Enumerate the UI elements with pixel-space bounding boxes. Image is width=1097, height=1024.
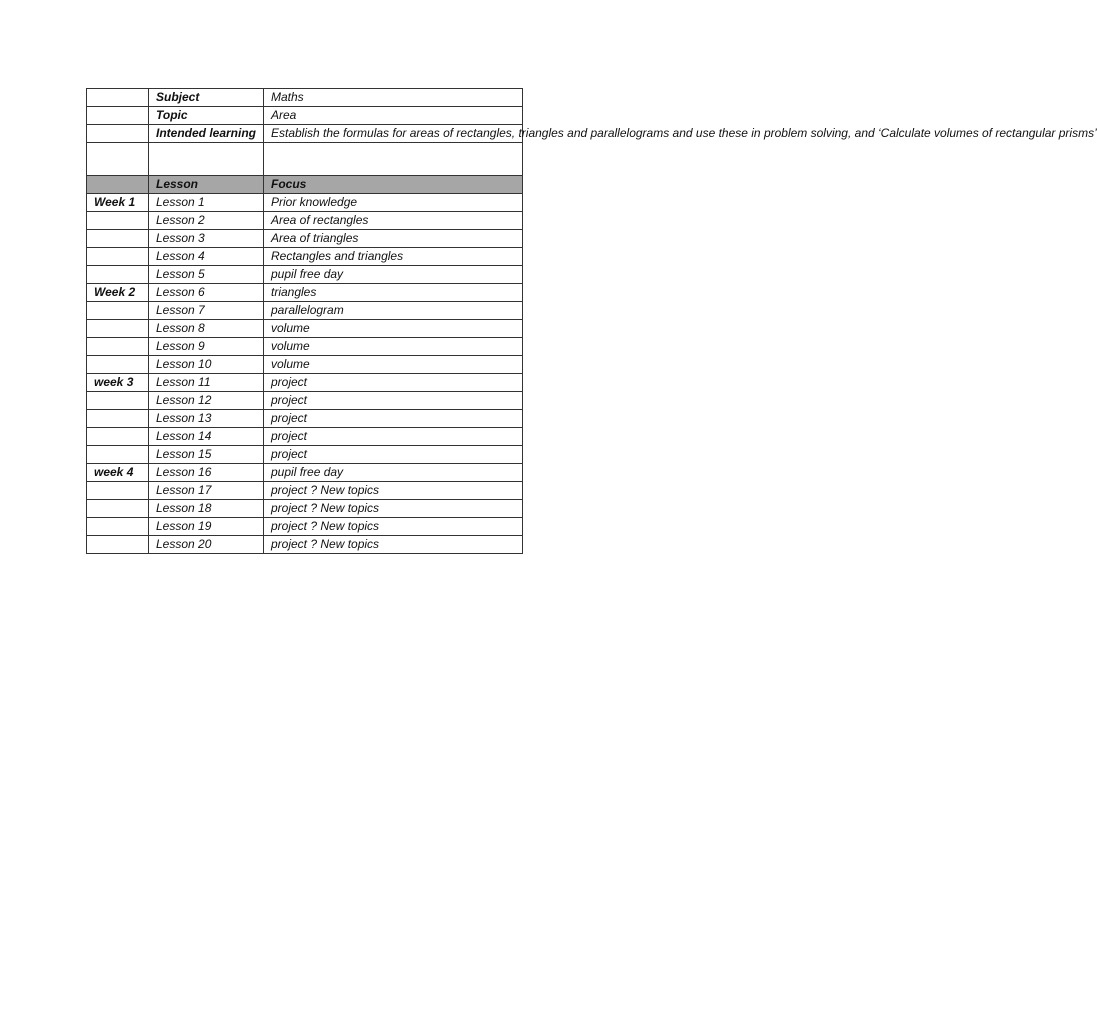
topic-week-cell (87, 107, 149, 125)
week-cell (87, 446, 149, 464)
subject-week-cell (87, 89, 149, 107)
lesson-cell: Lesson 8 (149, 320, 264, 338)
lesson-cell: Lesson 9 (149, 338, 264, 356)
header-focus: Focus (264, 176, 523, 194)
lesson-cell: Lesson 16 (149, 464, 264, 482)
topic-row (87, 107, 523, 125)
lesson-cell: Lesson 4 (149, 248, 264, 266)
lesson-cell: Lesson 15 (149, 446, 264, 464)
focus-cell: Rectangles and triangles (264, 248, 523, 266)
focus-cell: project ? New topics (264, 518, 523, 536)
lesson-cell: Lesson 2 (149, 212, 264, 230)
focus-cell: project (264, 392, 523, 410)
topic-value: Area (264, 107, 523, 125)
schedule-header-row (87, 176, 523, 194)
intended-learning-label: Intended learning (149, 125, 264, 143)
table-row (87, 374, 523, 392)
lesson-cell: Lesson 11 (149, 374, 264, 392)
lesson-cell: Lesson 18 (149, 500, 264, 518)
focus-cell: project (264, 446, 523, 464)
focus-cell: project (264, 428, 523, 446)
week-cell (87, 410, 149, 428)
lesson-cell: Lesson 10 (149, 356, 264, 374)
week-cell (87, 500, 149, 518)
lesson-cell: Lesson 1 (149, 194, 264, 212)
week-cell (87, 266, 149, 284)
table-row (87, 536, 523, 554)
header-lesson: Lesson (149, 176, 264, 194)
table-row (87, 464, 523, 482)
lesson-cell: Lesson 6 (149, 284, 264, 302)
lesson-cell: Lesson 3 (149, 230, 264, 248)
week-cell (87, 212, 149, 230)
blank-row (87, 143, 523, 176)
table-row (87, 446, 523, 464)
lesson-cell: Lesson 13 (149, 410, 264, 428)
lesson-cell: Lesson 12 (149, 392, 264, 410)
week-cell (87, 428, 149, 446)
focus-cell: project (264, 374, 523, 392)
week-cell (87, 392, 149, 410)
week-cell: week 3 (87, 374, 149, 392)
lesson-cell: Lesson 20 (149, 536, 264, 554)
week-cell (87, 302, 149, 320)
subject-row (87, 89, 523, 107)
subject-label: Subject (149, 89, 264, 107)
week-cell (87, 356, 149, 374)
week-cell (87, 482, 149, 500)
focus-cell: Prior knowledge (264, 194, 523, 212)
lesson-cell: Lesson 14 (149, 428, 264, 446)
subject-value: Maths (264, 89, 523, 107)
focus-cell: project (264, 410, 523, 428)
table-row (87, 356, 523, 374)
lesson-cell: Lesson 7 (149, 302, 264, 320)
table-row (87, 338, 523, 356)
week-cell: week 4 (87, 464, 149, 482)
focus-cell: volume (264, 320, 523, 338)
table-row (87, 212, 523, 230)
blank-cell-2 (149, 143, 264, 176)
table-row (87, 194, 523, 212)
week-cell: Week 1 (87, 194, 149, 212)
focus-cell: project ? New topics (264, 482, 523, 500)
table-row (87, 248, 523, 266)
focus-cell: Area of triangles (264, 230, 523, 248)
topic-label: Topic (149, 107, 264, 125)
week-cell (87, 338, 149, 356)
week-cell (87, 536, 149, 554)
week-cell (87, 320, 149, 338)
table-row (87, 482, 523, 500)
table-row (87, 302, 523, 320)
week-cell (87, 230, 149, 248)
focus-cell: project ? New topics (264, 500, 523, 518)
focus-cell: Area of rectangles (264, 212, 523, 230)
intended-learning-row (87, 125, 523, 143)
table-row (87, 284, 523, 302)
table-row (87, 500, 523, 518)
focus-cell: volume (264, 356, 523, 374)
intended-week-cell (87, 125, 149, 143)
blank-cell-3 (264, 143, 523, 176)
table-row (87, 410, 523, 428)
focus-cell: volume (264, 338, 523, 356)
table-row (87, 230, 523, 248)
table-row (87, 266, 523, 284)
header-week (87, 176, 149, 194)
week-cell: Week 2 (87, 284, 149, 302)
focus-cell: triangles (264, 284, 523, 302)
lesson-cell: Lesson 17 (149, 482, 264, 500)
focus-cell: project ? New topics (264, 536, 523, 554)
focus-cell: parallelogram (264, 302, 523, 320)
focus-cell: pupil free day (264, 266, 523, 284)
intended-learning-value: Establish the formulas for areas of rectangles, triangles and parallelograms and use these in problem solving, and ‘Calculate volumes of rectangular prisms’ (264, 125, 523, 143)
week-cell (87, 518, 149, 536)
table-row (87, 518, 523, 536)
week-cell (87, 248, 149, 266)
lesson-plan-table (86, 88, 1097, 554)
lesson-plan-body (87, 89, 1097, 554)
focus-cell: pupil free day (264, 464, 523, 482)
table-row (87, 428, 523, 446)
blank-cell-1 (87, 143, 149, 176)
lesson-cell: Lesson 5 (149, 266, 264, 284)
table-row (87, 392, 523, 410)
table-row (87, 320, 523, 338)
lesson-cell: Lesson 19 (149, 518, 264, 536)
